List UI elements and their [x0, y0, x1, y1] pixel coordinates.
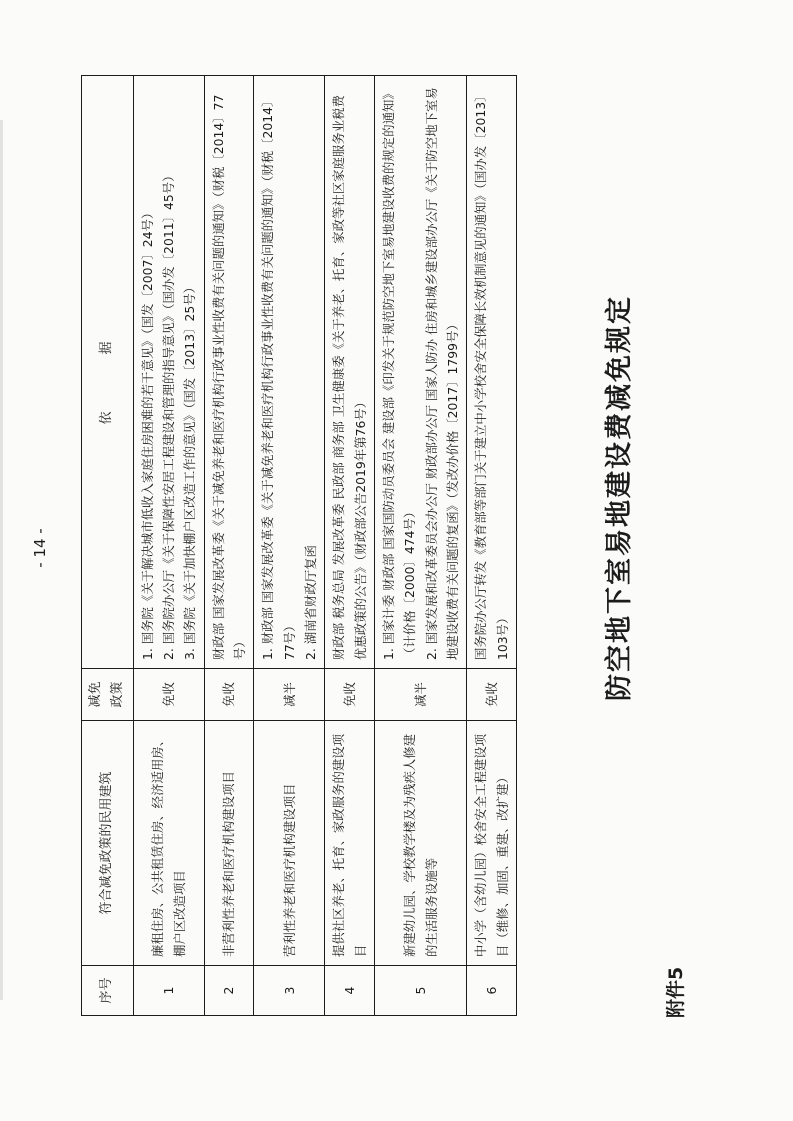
- policy-basis: [325, 76, 375, 669]
- policy-basis: [204, 76, 254, 669]
- row-number: 4: [325, 966, 375, 1016]
- policy-table: [81, 75, 517, 1016]
- policy-basis: [254, 76, 325, 669]
- basis-line: 国务院办公厅转发《教育部等部门关于建立中小学校舍安全保障长效机制意见的通知》（国办发〔2013〕103号）: [473, 89, 510, 660]
- header-basis: 依 据: [82, 76, 134, 669]
- row-number: 2: [204, 966, 254, 1016]
- header-type: 符合减免政策的民用建筑: [82, 721, 134, 966]
- header-policy: 减免政策: [82, 669, 134, 721]
- table-row: [204, 76, 254, 1016]
- rotated-document-page: [3, 48, 763, 1048]
- attachment-label: 附件5: [665, 966, 687, 1018]
- building-type: 中小学（含幼儿园）校舍安全工程建设项目（维修、加固、重建、改扩建）: [467, 721, 517, 966]
- reduction-policy: 免收: [133, 669, 204, 721]
- building-type: 新建幼儿园、学校教学楼及为残疾人修建的生活服务设施等: [375, 721, 467, 966]
- basis-line: 1. 国家计委 财政部 国家国防动员委员会 建设部《印发关于规范防空地下室易地建设收费的规定的通知》（计价格〔2000〕474号）: [381, 87, 418, 660]
- page-number: - 14 -: [31, 528, 49, 568]
- table-row: [375, 76, 467, 1016]
- table-header-row: [82, 76, 134, 1016]
- basis-line: 2. 湖南省财政厅复函: [303, 545, 319, 660]
- policy-basis: [375, 76, 467, 669]
- basis-line: 财政部 税务总局 发展改革委 民政部 商务部 卫生健康委《关于养老、托育、家政等社区家庭服务业税费优惠政策的公告》（财政部公告2019年第76号）: [331, 95, 368, 660]
- row-number: 3: [254, 966, 325, 1016]
- reduction-policy: 免收: [325, 669, 375, 721]
- basis-line: 1. 财政部 国家发展改革委《关于减免养老和医疗机构行政事业性收费有关问题的通知》（财税〔2014〕77号）: [260, 94, 297, 660]
- policy-basis: [133, 76, 204, 669]
- building-type: 营利性养老和医疗机构建设项目: [254, 721, 325, 966]
- table-row: [467, 76, 517, 1016]
- building-type: 廉租住房、公共租赁住房、经济适用房、棚户区改造项目: [133, 721, 204, 966]
- header-num: 序号: [82, 966, 134, 1016]
- table-row: [133, 76, 204, 1016]
- row-number: 1: [133, 966, 204, 1016]
- table-row: [254, 76, 325, 1016]
- policy-basis: [467, 76, 517, 669]
- document-title: 防空地下室易地建设费减免规定: [604, 295, 635, 701]
- reduction-policy: 减半: [375, 669, 467, 721]
- basis-line: 财政部 国家发展改革委《关于减免养老和医疗机构行政事业性收费有关问题的通知》（财税〔2014〕77号）: [210, 94, 248, 660]
- reduction-policy: 免收: [204, 669, 254, 721]
- building-type: 非营利性养老和医疗机构建设项目: [204, 721, 254, 966]
- basis-line: 2. 国家发展和改革委员会办公厅 财政部办公厅 国家人防办 住房和城乡建设部办公厅《关于防空地下室易地建设收费有关问题的复函》（发改办价格〔2017〕1799号）: [423, 87, 460, 660]
- row-number: 6: [467, 966, 517, 1016]
- reduction-policy: 减半: [254, 669, 325, 721]
- basis-line: 2. 国务院办公厅《关于保障性安居工程建设和管理的指导意见》（国办发〔2011〕45号）: [161, 169, 177, 660]
- row-number: 5: [375, 966, 467, 1016]
- basis-line: 3. 国务院《关于加快棚户区改造工作的意见》（国发〔2013〕25号）: [182, 280, 198, 660]
- building-type: 提供社区养老、托育、家政服务的建设项目: [325, 721, 375, 966]
- table-body: [133, 76, 516, 1016]
- reduction-policy: 免收: [467, 669, 517, 721]
- basis-line: 1. 国务院《关于解决城市低收入家庭住房困难的若干意见》（国发〔2007〕24号）: [139, 206, 155, 660]
- table-row: [325, 76, 375, 1016]
